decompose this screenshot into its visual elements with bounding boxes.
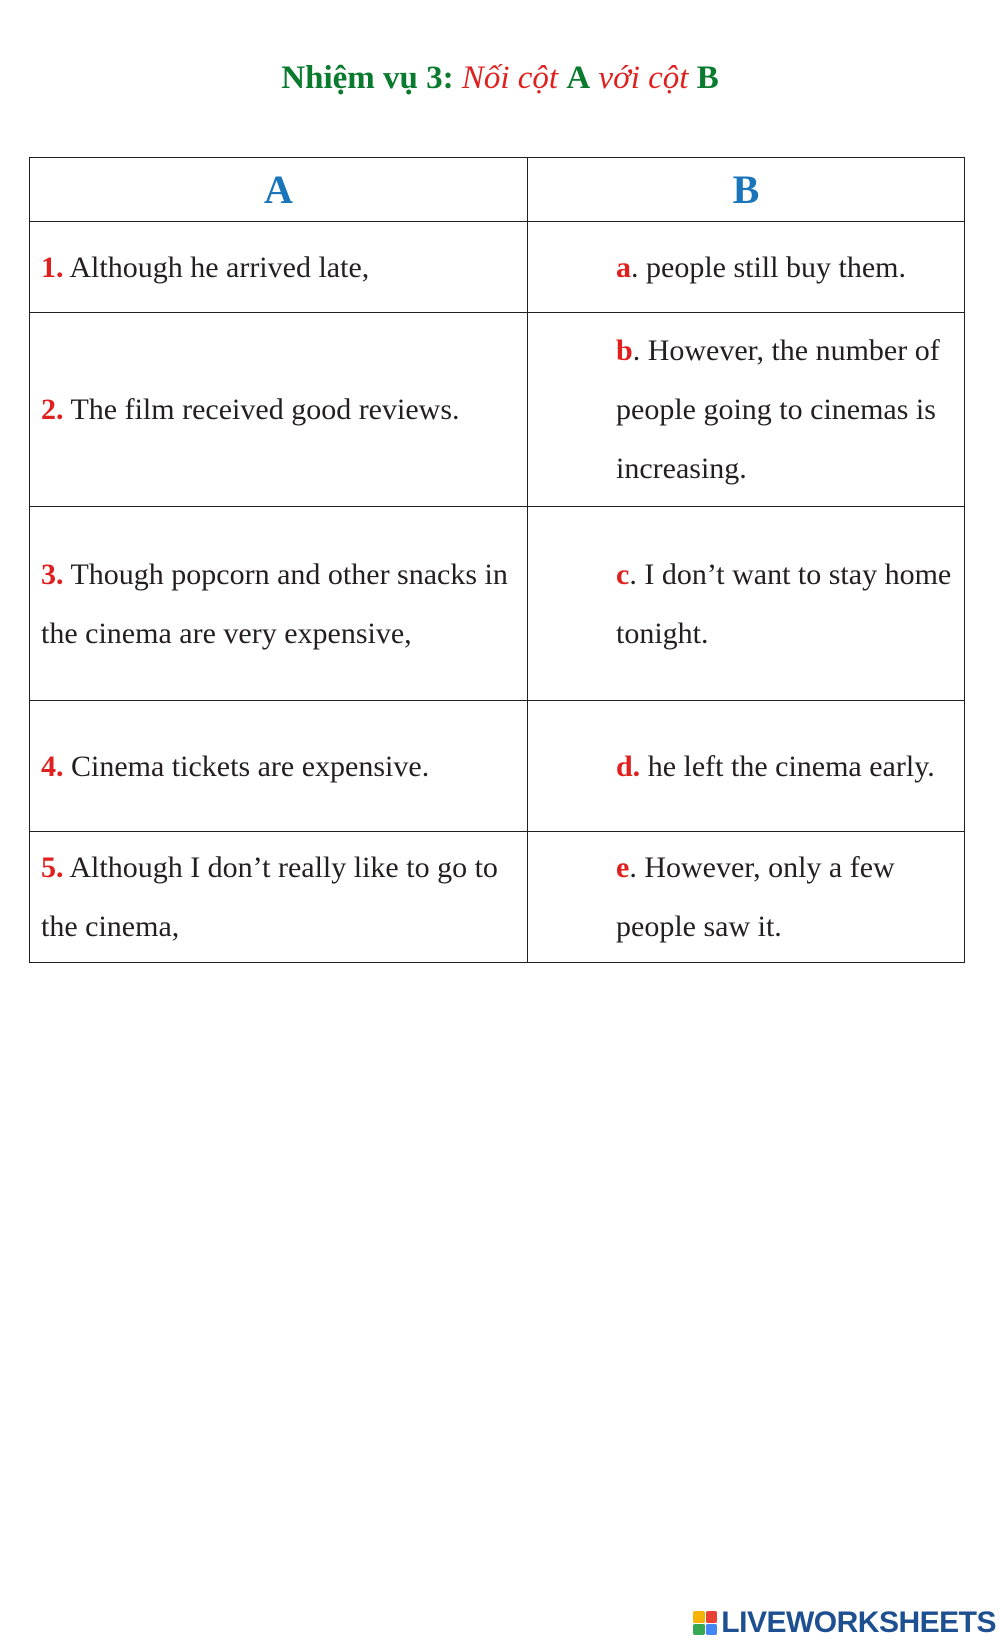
column-a-header: A <box>30 158 528 222</box>
column-b-item: c. I don’t want to stay home tonight. <box>528 507 965 701</box>
item-text: The film received good reviews. <box>70 393 460 426</box>
item-letter: a <box>616 250 631 284</box>
title-column-a: A <box>566 60 591 96</box>
table-row <box>30 832 965 963</box>
column-b-header: B <box>528 158 965 222</box>
table-row <box>30 507 965 701</box>
item-number: 2. <box>41 393 64 426</box>
column-a-item <box>30 313 528 507</box>
brand-name: LIVEWORKSHEETS <box>721 1606 996 1639</box>
logo-square <box>706 1611 718 1623</box>
item-number: 5. <box>41 851 64 884</box>
item-number: 1. <box>41 250 64 284</box>
title-column-b: B <box>696 60 719 96</box>
item-text: he left the cinema early. <box>647 749 935 783</box>
title-instruction-part1: Nối cột <box>461 60 559 96</box>
item-text: Though popcorn and other snacks in the cinema are very expensive, <box>41 557 508 650</box>
table-row <box>30 701 965 832</box>
column-b-item: e. However, only a few people saw it. <box>528 832 965 963</box>
table-row <box>30 313 965 507</box>
item-number: 4. <box>41 749 64 783</box>
table-row <box>30 222 965 313</box>
item-number: 3. <box>41 557 64 591</box>
logo-square <box>693 1624 705 1636</box>
item-text: Although I don’t really like to go to the cinema, <box>41 851 498 943</box>
logo-square <box>706 1624 718 1636</box>
item-text: However, only a few people saw it. <box>616 851 895 943</box>
column-a-item <box>30 507 528 701</box>
item-text: people still buy them. <box>646 250 906 284</box>
header-row <box>30 158 965 222</box>
column-b-item: b. However, the number of people going to cinemas is increasing. <box>528 313 965 507</box>
item-letter: e <box>616 851 630 884</box>
column-a-item <box>30 832 528 963</box>
logo-square <box>693 1611 705 1623</box>
column-a-item <box>30 701 528 832</box>
column-a-item <box>30 222 528 313</box>
item-letter: d. <box>616 749 641 783</box>
item-letter: b <box>616 334 633 367</box>
task-title <box>0 56 1000 100</box>
matching-table <box>29 157 965 963</box>
item-text: Although he arrived late, <box>69 250 370 284</box>
column-b-item: a. people still buy them. <box>528 222 965 313</box>
title-instruction-part2: với cột <box>598 60 689 96</box>
item-text: I don’t want to stay home tonight. <box>616 557 952 650</box>
title-prefix: Nhiệm vụ 3: <box>281 60 454 96</box>
item-letter: c <box>616 557 630 591</box>
logo-icon <box>693 1611 717 1635</box>
column-b-item <box>528 701 965 832</box>
item-text: Cinema tickets are expensive. <box>71 749 430 783</box>
liveworksheets-logo <box>693 1605 996 1641</box>
item-text: However, the number of people going to cinemas is increasing. <box>616 334 940 485</box>
